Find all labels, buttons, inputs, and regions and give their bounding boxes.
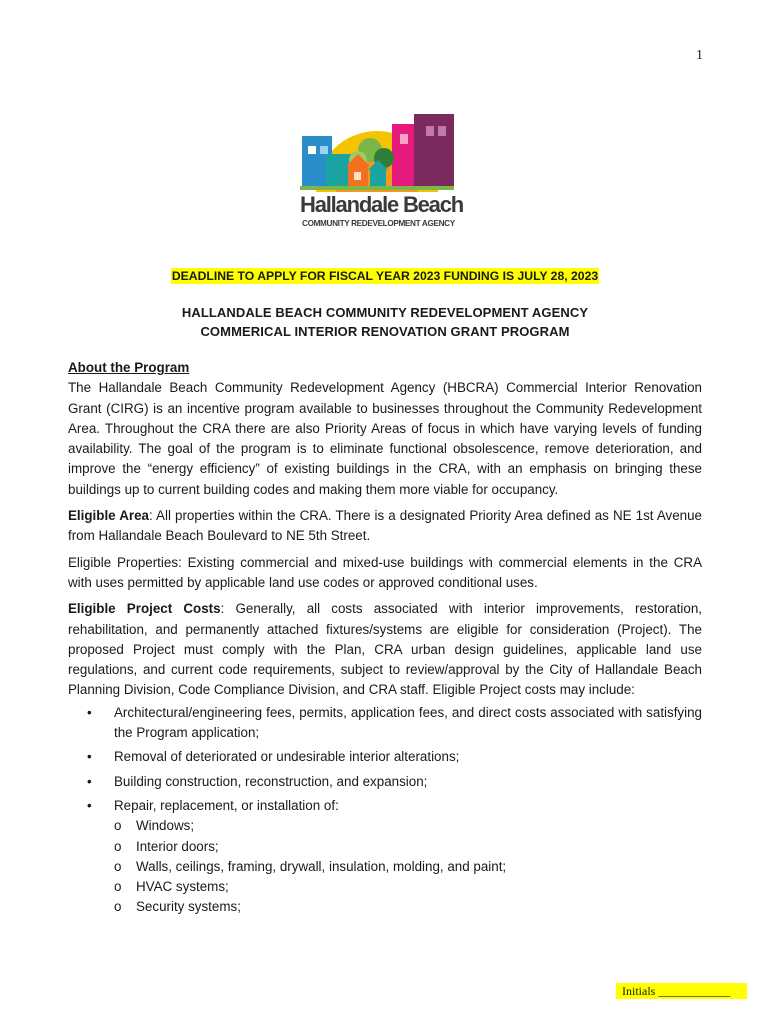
sub-list-item — [114, 816, 702, 836]
list-item: • Building construction, reconstruction, and expansion; — [68, 772, 702, 792]
sub-list-item — [114, 857, 702, 877]
sub-item-text: Windows; — [136, 818, 195, 834]
logo-text-main: Hallandale Beach — [300, 192, 463, 217]
eligible-costs-text: : Generally, all costs associated with interior improvements, restoration, rehabilitation, and permanently attached fixtures/systems are eligible for consideration (Project). The proposed Project must comply with the Plan, CRA urban design guidelines, applicable land use regulations, and current code requirements, subject to review/approval by the City of Hallandale Beach Planning Division, Code Compliance Division, and CRA staff. Eligible Project costs may include: — [68, 601, 702, 698]
initials-field[interactable]: Initials ____________ — [616, 983, 747, 999]
title-line-2: COMMERICAL INTERIOR RENOVATION GRANT PROGRAM — [200, 324, 570, 339]
sub-list-item — [114, 897, 702, 917]
list-item: • Removal of deteriorated or undesirable interior alterations; — [68, 747, 702, 767]
list-item: • Architectural/engineering fees, permits, application fees, and direct costs associated with satisfying the Program application; — [68, 703, 702, 744]
eligible-costs-label: Eligible Project Costs — [68, 601, 221, 617]
about-heading: About the Program — [68, 360, 190, 375]
list-item-text: Repair, replacement, or installation of: — [114, 797, 339, 813]
sub-item-text: Interior doors; — [136, 838, 219, 854]
document-body — [68, 358, 702, 922]
sub-marker: o — [114, 858, 122, 874]
sub-item-text: Walls, ceilings, framing, drywall, insulation, molding, and paint; — [136, 858, 507, 874]
sub-list — [114, 816, 702, 917]
eligible-properties-paragraph: Eligible Properties: Existing commercial and mixed-use buildings with commercial elements in the CRA with uses permitted by applicable land use codes or approved conditional uses. — [68, 554, 702, 590]
sub-item-text: Security systems; — [136, 899, 241, 915]
deadline-notice — [0, 269, 770, 283]
sub-marker: o — [114, 879, 122, 895]
sub-marker: o — [114, 818, 122, 834]
sub-marker: o — [114, 899, 122, 915]
sub-item-text: HVAC systems; — [136, 879, 229, 895]
deadline-text: DEADLINE TO APPLY FOR FISCAL YEAR 2023 FUNDING IS JULY 28, 2023 — [171, 269, 599, 283]
eligible-area-paragraph — [68, 506, 702, 547]
sub-list-item — [114, 877, 702, 897]
eligible-costs-list — [68, 703, 702, 918]
sub-marker: o — [114, 838, 122, 854]
logo-text-sub: COMMUNITY REDEVELOPMENT AGENCY — [302, 219, 455, 228]
sub-list-item — [114, 837, 702, 857]
about-paragraph: The Hallandale Beach Community Redevelopment Agency (HBCRA) Commercial Interior Renovation Grant (CIRG) is an incentive program available to businesses throughout the Community Redevelopment Area. Throughout the CRA there are also Priority Areas of focus in which have varying levels of funding availability. The goal of the program is to eliminate functional obsolescence, remove deterioration, and improve the “energy efficiency” of existing buildings in the CRA, with an emphasis on bringing these buildings up to current building codes and making them more viable for occupancy. — [68, 380, 702, 497]
eligible-area-text: : All properties within the CRA. There is a designated Priority Area defined as NE 1st Avenue from Hallandale Beach Boulevard to NE 5th Street. — [68, 508, 702, 544]
page-number: 1 — [696, 48, 703, 63]
list-item — [68, 796, 702, 918]
eligible-costs-paragraph — [68, 599, 702, 700]
eligible-area-label: Eligible Area — [68, 508, 149, 524]
title-line-1: HALLANDALE BEACH COMMUNITY REDEVELOPMENT AGENCY — [181, 305, 589, 320]
